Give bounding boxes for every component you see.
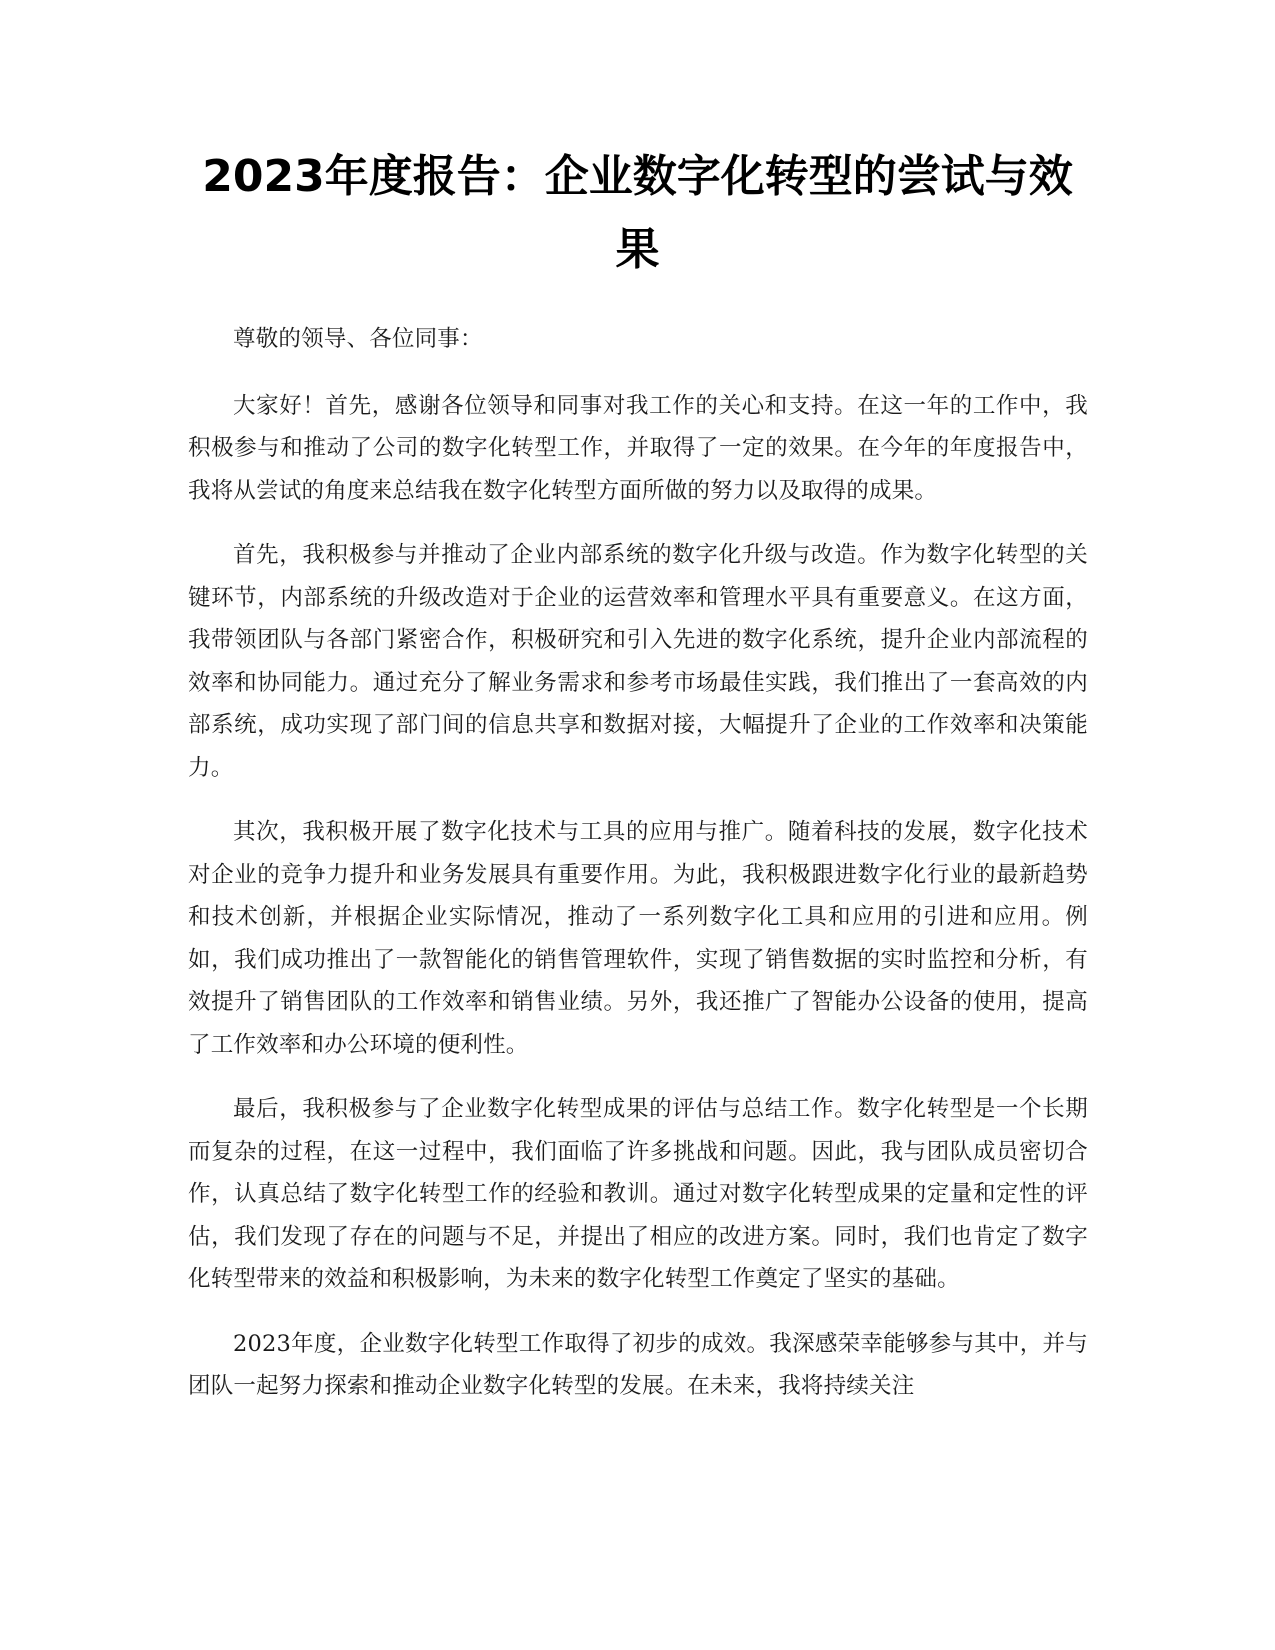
paragraph-evaluation: 最后，我积极参与了企业数字化转型成果的评估与总结工作。数字化转型是一个长期而复杂的过程，在这一过程中，我们面临了许多挑战和问题。因此，我与团队成员密切合作，认真总结了数字化转型工作的经验和教训。通过对数字化转型成果的定量和定性的评估，我们发现了存在的问题与不足，并提出了相应的改进方案。同时，我们也肯定了数字化转型带来的效益和积极影响，为未来的数字化转型工作奠定了坚实的基础。	[188, 1096, 1088, 1292]
paragraph-digital-tools: 其次，我积极开展了数字化技术与工具的应用与推广。随着科技的发展，数字化技术对企业的竞争力提升和业务发展具有重要作用。为此，我积极跟进数字化行业的最新趋势和技术创新，并根据企业实际情况，推动了一系列数字化工具和应用的引进和应用。例如，我们成功推出了一款智能化的销售管理软件，实现了销售数据的实时监控和分析，有效提升了销售团队的工作效率和销售业绩。另外，我还推广了智能办公设备的使用，提高了工作效率和办公环境的便利性。	[188, 819, 1088, 1058]
paragraph-intro: 大家好！首先，感谢各位领导和同事对我工作的关心和支持。在这一年的工作中，我积极参与和推动了公司的数字化转型工作，并取得了一定的效果。在今年的年度报告中，我将从尝试的角度来总结我在数字化转型方面所做的努力以及取得的成果。	[188, 392, 1088, 504]
paragraph-conclusion: 2023年度，企业数字化转型工作取得了初步的成效。我深感荣幸能够参与其中，并与团队一起努力探索和推动企业数字化转型的发展。在未来，我将持续关注	[188, 1330, 1088, 1399]
salutation: 尊敬的领导、各位同事：	[233, 326, 483, 352]
paragraph-internal-systems: 首先，我积极参与并推动了企业内部系统的数字化升级与改造。作为数字化转型的关键环节，内部系统的升级改造对于企业的运营效率和管理水平具有重要意义。在这方面，我带领团队与各部门紧密合作，积极研究和引入先进的数字化系统，提升企业内部流程的效率和协同能力。通过充分了解业务需求和参考市场最佳实践，我们推出了一套高效的内部系统，成功实现了部门间的信息共享和数据对接，大幅提升了企业的工作效率和决策能力。	[188, 542, 1088, 781]
document-title: 2023年度报告：企业数字化转型的尝试与效果	[202, 151, 1073, 275]
document-body	[188, 318, 1088, 1430]
